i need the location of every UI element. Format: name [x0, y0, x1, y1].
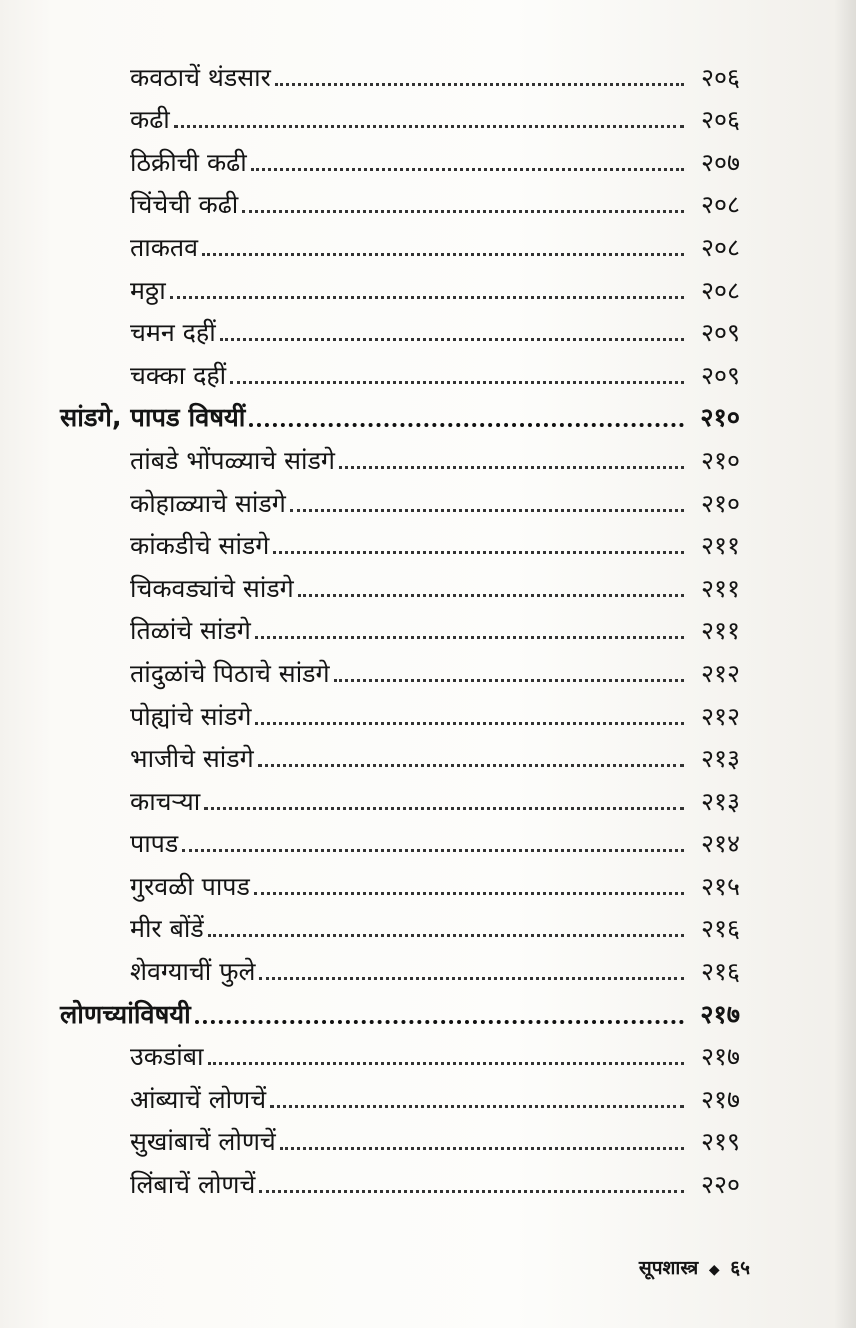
- footer-separator-icon: ◆: [708, 1262, 720, 1278]
- dot-leader: [208, 934, 684, 937]
- dot-leader: [249, 423, 684, 427]
- dot-leader: [170, 296, 684, 299]
- entry-page-number: २१२: [700, 658, 740, 688]
- entry-page-number: २१५: [700, 871, 740, 901]
- entry-title: शेवग्याचीं फुले: [130, 957, 256, 987]
- entry-page-number: २१०: [700, 403, 740, 434]
- entry-title: आंब्याचें लोणचें: [130, 1084, 267, 1114]
- entry-page-number: २११: [700, 573, 740, 603]
- toc-entry: [60, 524, 740, 567]
- entry-page-number: २१०: [700, 445, 740, 475]
- page-footer: [610, 1254, 750, 1280]
- entry-title: भाजीचे सांडगे: [130, 744, 254, 774]
- entry-page-number: २१७: [700, 1042, 740, 1072]
- entry-page-number: २०९: [700, 360, 740, 390]
- dot-leader: [202, 253, 684, 256]
- entry-title: कोहाळ्याचे सांडगे: [130, 488, 286, 518]
- entry-title: तांदुळांचे पिठाचे सांडगे: [130, 658, 330, 688]
- entry-title: चक्का दहीं: [130, 360, 227, 390]
- entry-title: पापड: [130, 829, 179, 859]
- entry-title: तांबडे भोंपळ्याचे सांडगे: [130, 445, 335, 475]
- dot-leader: [255, 722, 684, 725]
- dot-leader: [195, 1020, 684, 1024]
- entry-page-number: २१४: [700, 829, 740, 859]
- entry-page-number: २०६: [700, 62, 740, 92]
- entry-page-number: २१३: [700, 744, 740, 774]
- dot-leader: [273, 551, 684, 554]
- entry-title: लिंबाचें लोणचें: [130, 1170, 256, 1200]
- dot-leader: [275, 83, 684, 86]
- toc-entry: [60, 481, 740, 524]
- entry-title: चमन दहीं: [130, 318, 216, 348]
- toc-entry: [60, 864, 740, 907]
- dot-leader: [270, 1105, 684, 1108]
- entry-page-number: २१२: [700, 701, 740, 731]
- entry-page-number: २१९: [700, 1127, 740, 1157]
- dot-leader: [334, 679, 684, 682]
- entry-title: सुखांबाचें लोणचें: [130, 1127, 276, 1157]
- entry-page-number: २१६: [700, 914, 740, 944]
- toc-section-heading: [60, 396, 740, 439]
- entry-page-number: २१७: [700, 999, 740, 1030]
- entry-page-number: २०९: [700, 318, 740, 348]
- entry-title: ठिक्रीची कढी: [130, 147, 247, 177]
- entry-title: मठ्ठा: [130, 275, 166, 305]
- toc-entry: [60, 1162, 740, 1205]
- toc-entry: [60, 609, 740, 652]
- toc-entry: [60, 183, 740, 226]
- entry-page-number: २०८: [700, 275, 740, 305]
- toc-entry: [60, 353, 740, 396]
- section-title: सांडगे, पापड विषयीं: [60, 403, 246, 434]
- dot-leader: [204, 807, 684, 810]
- dot-leader: [339, 466, 684, 469]
- dot-leader: [230, 381, 684, 384]
- toc-entry: [60, 140, 740, 183]
- entry-title: मीर बोंडें: [130, 914, 204, 944]
- table-of-contents: [60, 55, 740, 1205]
- dot-leader: [174, 125, 684, 128]
- toc-entry: [60, 1035, 740, 1078]
- dot-leader: [290, 509, 684, 512]
- entry-page-number: २११: [700, 531, 740, 561]
- dot-leader: [258, 764, 684, 767]
- entry-title: गुरवळी पापड: [130, 871, 250, 901]
- dot-leader: [255, 636, 684, 639]
- entry-title: तिळांचे सांडगे: [130, 616, 251, 646]
- toc-entry: [60, 268, 740, 311]
- dot-leader: [298, 594, 684, 597]
- entry-title: पोह्यांचे सांडगे: [130, 701, 252, 731]
- toc-entry: [60, 694, 740, 737]
- entry-page-number: २१३: [700, 786, 740, 816]
- toc-entry: [60, 1120, 740, 1163]
- page-edge-shadow: [834, 0, 856, 1328]
- entry-title: कढी: [130, 105, 170, 135]
- footer-page-number: ६५: [730, 1257, 750, 1279]
- entry-page-number: २०७: [700, 147, 740, 177]
- toc-entry: [60, 779, 740, 822]
- entry-title: चिंचेची कढी: [130, 190, 239, 220]
- entry-title: उकडांबा: [130, 1042, 204, 1072]
- entry-page-number: २२०: [700, 1170, 740, 1200]
- dot-leader: [208, 1062, 684, 1065]
- entry-page-number: २१०: [700, 488, 740, 518]
- entry-title: कांकडीचे सांडगे: [130, 531, 270, 561]
- dot-leader: [259, 1190, 684, 1193]
- dot-leader: [242, 210, 684, 213]
- entry-page-number: २०८: [700, 232, 740, 262]
- entry-title: ताकतव: [130, 232, 199, 262]
- entry-page-number: २१६: [700, 957, 740, 987]
- toc-entry: [60, 55, 740, 98]
- entry-page-number: २०६: [700, 105, 740, 135]
- footer-book-title: सूपशास्त्र: [638, 1257, 699, 1279]
- dot-leader: [259, 977, 684, 980]
- toc-entry: [60, 949, 740, 992]
- entry-title: कवठाचें थंडसार: [130, 62, 271, 92]
- section-title: लोणच्यांविषयी: [60, 999, 191, 1030]
- entry-page-number: २११: [700, 616, 740, 646]
- entry-page-number: २०८: [700, 190, 740, 220]
- dot-leader: [280, 1147, 684, 1150]
- entry-page-number: २१७: [700, 1084, 740, 1114]
- toc-entry: [60, 1077, 740, 1120]
- toc-entry: [60, 438, 740, 481]
- toc-entry: [60, 98, 740, 141]
- entry-title: काचऱ्या: [130, 786, 201, 816]
- dot-leader: [220, 338, 684, 341]
- toc-entry: [60, 311, 740, 354]
- toc-entry: [60, 907, 740, 950]
- toc-entry: [60, 822, 740, 865]
- toc-entry: [60, 651, 740, 694]
- toc-entry: [60, 225, 740, 268]
- entry-title: चिकवड्यांचे सांडगे: [130, 573, 294, 603]
- dot-leader: [182, 849, 684, 852]
- dot-leader: [251, 168, 684, 171]
- toc-section-heading: [60, 992, 740, 1035]
- toc-entry: [60, 566, 740, 609]
- toc-entry: [60, 737, 740, 780]
- dot-leader: [254, 892, 684, 895]
